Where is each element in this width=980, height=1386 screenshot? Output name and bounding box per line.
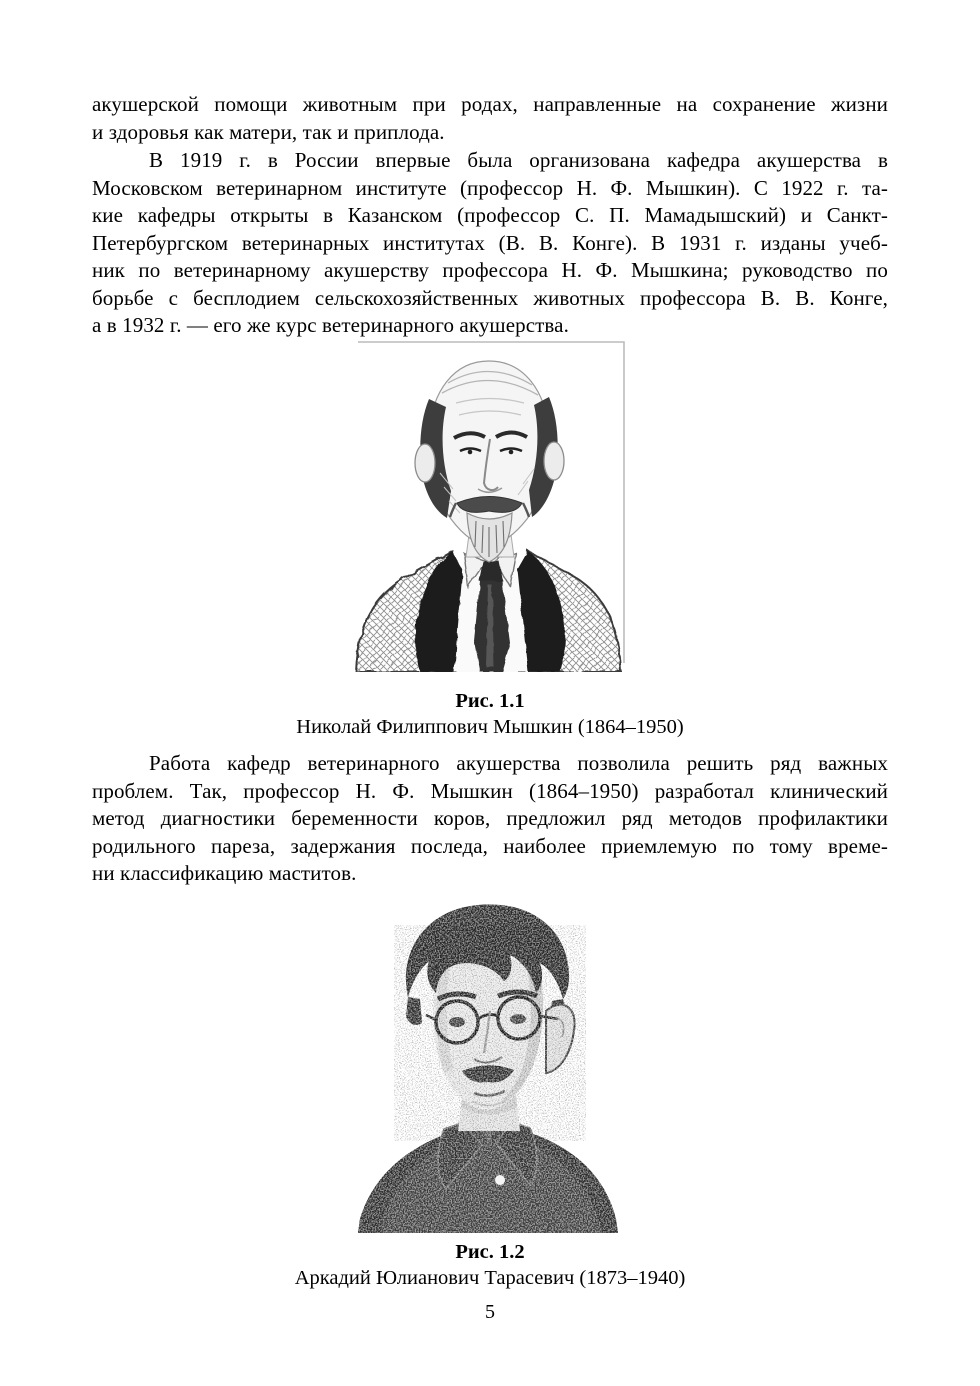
figure-portrait-myshkin: [352, 341, 625, 672]
text-line: Работа кафедр ветеринарного акушерства позволила решить ряд важных: [149, 751, 888, 775]
text-line: борьбе с бесплодием сельскохозяйственных животных профессора В. В. Конге,: [92, 285, 888, 310]
text-line: ни классификацию маститов.: [92, 861, 357, 885]
paragraph-2: [92, 147, 888, 340]
text-line: а в 1932 г. — его же курс ветеринарного акушерства.: [92, 313, 569, 337]
paragraph-1: [92, 91, 888, 146]
text-line: В 1919 г. в России впервые была организована кафедра акушерства в: [149, 148, 888, 172]
text-line: проблем. Так, профессор Н. Ф. Мышкин (1864–1950) разработал клинический: [92, 778, 888, 803]
figure-portrait-tarasevich: [350, 893, 627, 1233]
figure1-label: Рис. 1.1: [455, 690, 525, 712]
page-number: 5: [485, 1301, 495, 1323]
figure1-caption: Николай Филиппович Мышкин (1864–1950): [296, 716, 684, 738]
text-line: родильного пареза, задержания последа, наиболее приемлемую по тому време-: [92, 833, 888, 858]
text-line: и здоровья как матери, так и приплода.: [92, 119, 445, 144]
paragraph-3: [92, 750, 888, 888]
figure2-label: Рис. 1.2: [455, 1241, 525, 1263]
portrait-halftone-image: [350, 893, 627, 1233]
text-line: Петербургском ветеринарных институтах (В. В. Конге). В 1931 г. изданы учеб-: [92, 230, 888, 255]
figure2-caption: Аркадий Юлианович Тарасевич (1873–1940): [294, 1267, 686, 1289]
text-line: ник по ветеринарному акушерству профессора Н. Ф. Мышкина; руководство по: [92, 258, 888, 282]
text-line: акушерской помощи животным при родах, направленные на сохранение жизни: [92, 92, 888, 116]
text-line: Московском ветеринарном институте (профессор Н. Ф. Мышкин). С 1922 г. та-: [92, 175, 888, 200]
text-line: метод диагностики беременности коров, предложил ряд методов профилактики: [92, 806, 888, 830]
text-line: кие кафедры открыты в Казанском (профессор С. П. Мамадышский) и Санкт-: [92, 203, 888, 227]
portrait-engraving-image: [352, 341, 625, 672]
